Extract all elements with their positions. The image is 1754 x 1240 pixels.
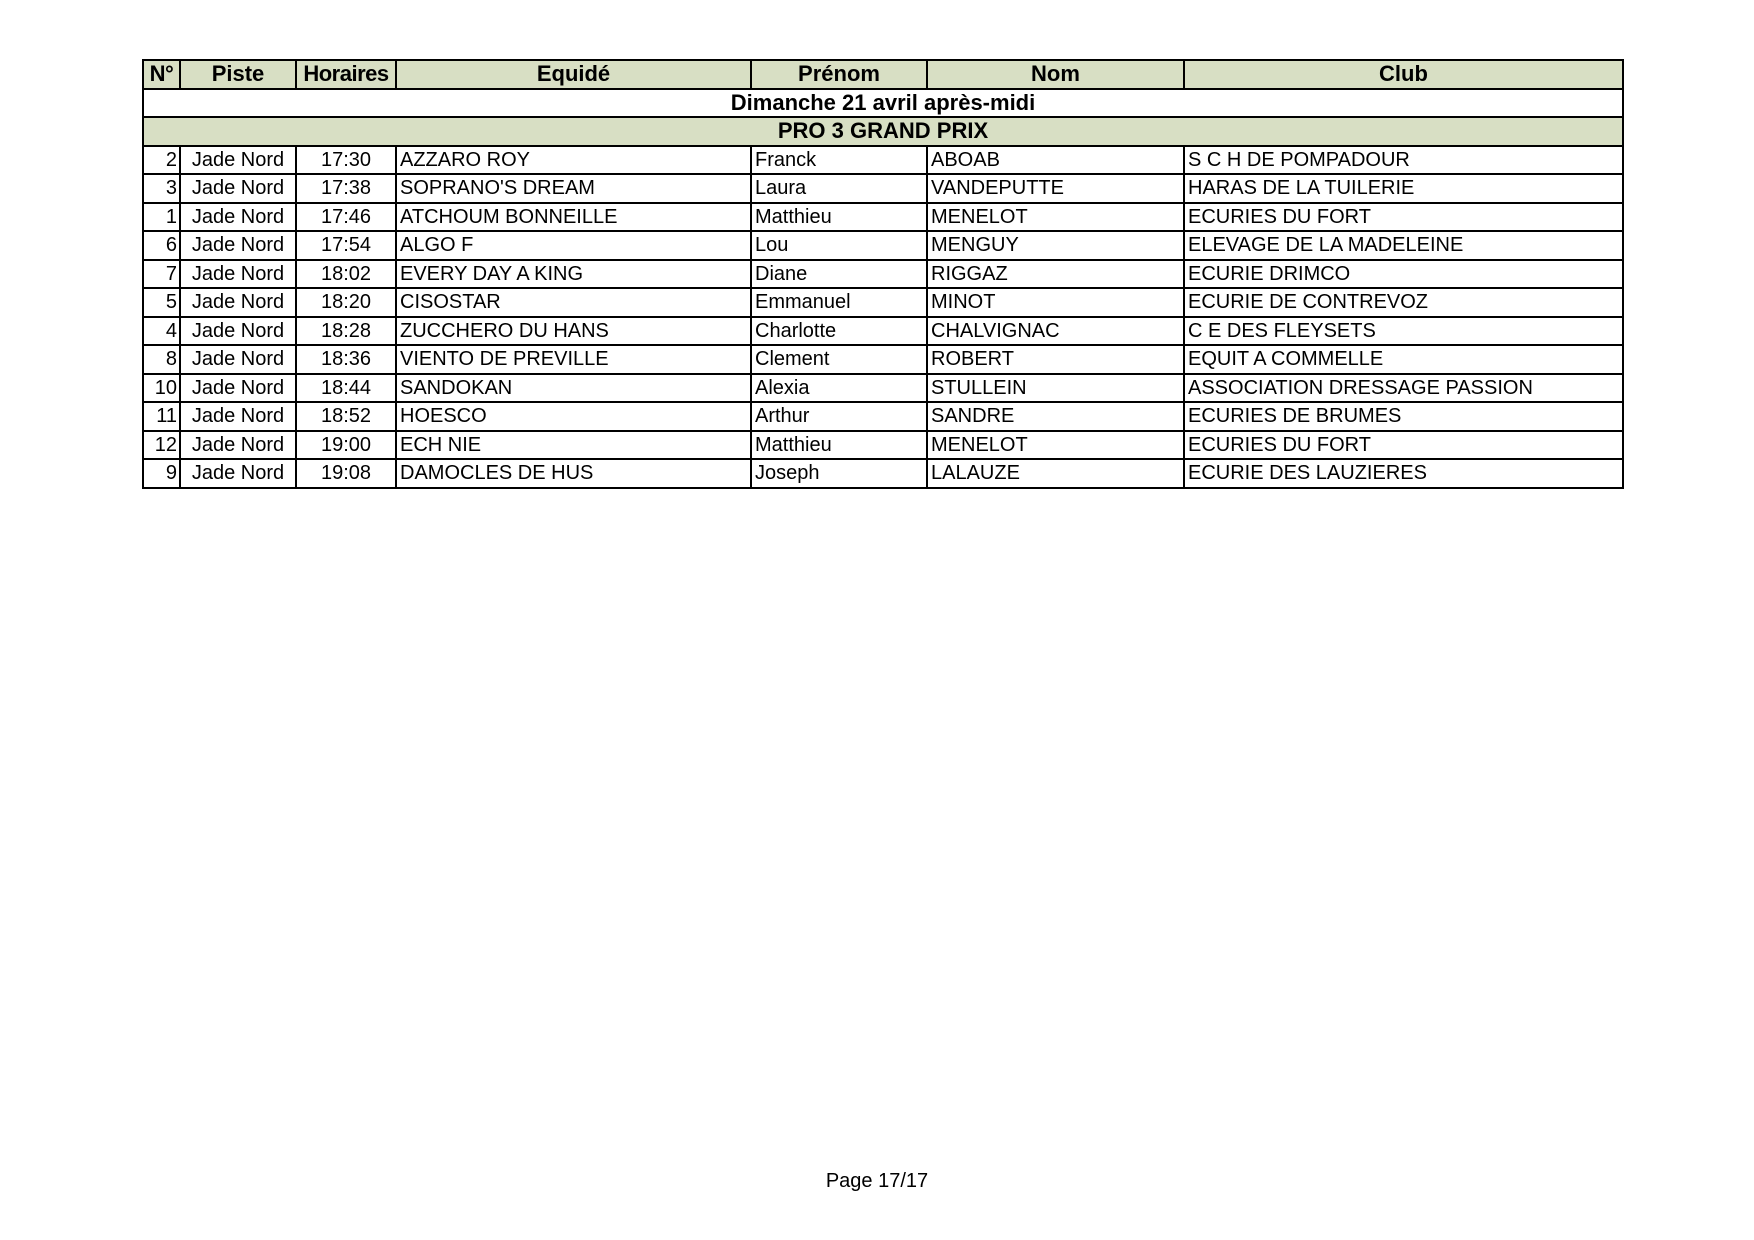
cell-first-name: Clement bbox=[751, 345, 927, 374]
cell-piste: Jade Nord bbox=[180, 402, 296, 431]
cell-first-name: Alexia bbox=[751, 374, 927, 403]
cell-num: 8 bbox=[143, 345, 180, 374]
category-label: PRO 3 GRAND PRIX bbox=[143, 117, 1623, 146]
cell-piste: Jade Nord bbox=[180, 317, 296, 346]
cell-time: 18:36 bbox=[296, 345, 396, 374]
cell-num: 11 bbox=[143, 402, 180, 431]
cell-club: ECURIES DE BRUMES bbox=[1184, 402, 1623, 431]
cell-last-name: ABOAB bbox=[927, 146, 1184, 175]
table-row bbox=[143, 431, 1623, 460]
cell-horse: ZUCCHERO DU HANS bbox=[396, 317, 751, 346]
cell-last-name: STULLEIN bbox=[927, 374, 1184, 403]
cell-last-name: CHALVIGNAC bbox=[927, 317, 1184, 346]
cell-last-name: MENGUY bbox=[927, 231, 1184, 260]
cell-time: 17:38 bbox=[296, 174, 396, 203]
cell-piste: Jade Nord bbox=[180, 374, 296, 403]
cell-horse: EVERY DAY A KING bbox=[396, 260, 751, 289]
cell-horse: AZZARO ROY bbox=[396, 146, 751, 175]
day-label: Dimanche 21 avril après-midi bbox=[143, 89, 1623, 118]
cell-time: 18:28 bbox=[296, 317, 396, 346]
cell-piste: Jade Nord bbox=[180, 203, 296, 232]
cell-last-name: VANDEPUTTE bbox=[927, 174, 1184, 203]
header-horaires: Horaires bbox=[296, 60, 396, 89]
cell-last-name: RIGGAZ bbox=[927, 260, 1184, 289]
cell-last-name: MENELOT bbox=[927, 431, 1184, 460]
header-nom: Nom bbox=[927, 60, 1184, 89]
cell-time: 19:08 bbox=[296, 459, 396, 488]
cell-time: 18:44 bbox=[296, 374, 396, 403]
cell-club: ECURIE DRIMCO bbox=[1184, 260, 1623, 289]
cell-time: 19:00 bbox=[296, 431, 396, 460]
cell-first-name: Charlotte bbox=[751, 317, 927, 346]
table-row bbox=[143, 317, 1623, 346]
cell-first-name: Diane bbox=[751, 260, 927, 289]
cell-last-name: LALAUZE bbox=[927, 459, 1184, 488]
cell-first-name: Matthieu bbox=[751, 431, 927, 460]
cell-first-name: Emmanuel bbox=[751, 288, 927, 317]
cell-club: HARAS DE LA TUILERIE bbox=[1184, 174, 1623, 203]
cell-num: 10 bbox=[143, 374, 180, 403]
cell-horse: VIENTO DE PREVILLE bbox=[396, 345, 751, 374]
cell-horse: HOESCO bbox=[396, 402, 751, 431]
cell-last-name: ROBERT bbox=[927, 345, 1184, 374]
cell-last-name: MENELOT bbox=[927, 203, 1184, 232]
table-row bbox=[143, 260, 1623, 289]
cell-club: EQUIT A COMMELLE bbox=[1184, 345, 1623, 374]
cell-first-name: Franck bbox=[751, 146, 927, 175]
cell-time: 18:02 bbox=[296, 260, 396, 289]
cell-first-name: Matthieu bbox=[751, 203, 927, 232]
cell-piste: Jade Nord bbox=[180, 459, 296, 488]
cell-horse: CISOSTAR bbox=[396, 288, 751, 317]
table-row bbox=[143, 402, 1623, 431]
page-footer: Page 17/17 bbox=[825, 1170, 929, 1192]
header-row bbox=[143, 60, 1623, 89]
table-row bbox=[143, 231, 1623, 260]
header-num: N° bbox=[143, 60, 180, 89]
table-row bbox=[143, 174, 1623, 203]
cell-time: 18:52 bbox=[296, 402, 396, 431]
cell-club: ECURIE DE CONTREVOZ bbox=[1184, 288, 1623, 317]
cell-num: 7 bbox=[143, 260, 180, 289]
table-row bbox=[143, 288, 1623, 317]
cell-num: 3 bbox=[143, 174, 180, 203]
cell-piste: Jade Nord bbox=[180, 288, 296, 317]
cell-first-name: Lou bbox=[751, 231, 927, 260]
cell-time: 17:30 bbox=[296, 146, 396, 175]
table-row bbox=[143, 459, 1623, 488]
cell-first-name: Arthur bbox=[751, 402, 927, 431]
cell-horse: SANDOKAN bbox=[396, 374, 751, 403]
header-piste: Piste bbox=[180, 60, 296, 89]
cell-num: 1 bbox=[143, 203, 180, 232]
cell-time: 17:54 bbox=[296, 231, 396, 260]
cell-club: S C H DE POMPADOUR bbox=[1184, 146, 1623, 175]
category-row bbox=[143, 117, 1623, 146]
cell-num: 12 bbox=[143, 431, 180, 460]
header-club: Club bbox=[1184, 60, 1623, 89]
cell-num: 9 bbox=[143, 459, 180, 488]
cell-first-name: Joseph bbox=[751, 459, 927, 488]
cell-piste: Jade Nord bbox=[180, 231, 296, 260]
cell-piste: Jade Nord bbox=[180, 260, 296, 289]
cell-piste: Jade Nord bbox=[180, 431, 296, 460]
start-list-table bbox=[142, 59, 1624, 489]
cell-club: ECURIE DES LAUZIERES bbox=[1184, 459, 1623, 488]
cell-club: ASSOCIATION DRESSAGE PASSION bbox=[1184, 374, 1623, 403]
cell-club: C E DES FLEYSETS bbox=[1184, 317, 1623, 346]
cell-last-name: MINOT bbox=[927, 288, 1184, 317]
cell-num: 6 bbox=[143, 231, 180, 260]
header-prenom: Prénom bbox=[751, 60, 927, 89]
cell-club: ELEVAGE DE LA MADELEINE bbox=[1184, 231, 1623, 260]
cell-num: 2 bbox=[143, 146, 180, 175]
cell-num: 4 bbox=[143, 317, 180, 346]
cell-first-name: Laura bbox=[751, 174, 927, 203]
cell-club: ECURIES DU FORT bbox=[1184, 203, 1623, 232]
cell-club: ECURIES DU FORT bbox=[1184, 431, 1623, 460]
cell-piste: Jade Nord bbox=[180, 146, 296, 175]
cell-time: 18:20 bbox=[296, 288, 396, 317]
cell-horse: DAMOCLES DE HUS bbox=[396, 459, 751, 488]
cell-piste: Jade Nord bbox=[180, 174, 296, 203]
cell-horse: ATCHOUM BONNEILLE bbox=[396, 203, 751, 232]
table-row bbox=[143, 146, 1623, 175]
cell-time: 17:46 bbox=[296, 203, 396, 232]
cell-last-name: SANDRE bbox=[927, 402, 1184, 431]
cell-horse: ALGO F bbox=[396, 231, 751, 260]
day-row bbox=[143, 89, 1623, 118]
cell-horse: SOPRANO'S DREAM bbox=[396, 174, 751, 203]
table-row bbox=[143, 345, 1623, 374]
table-row bbox=[143, 203, 1623, 232]
header-equide: Equidé bbox=[396, 60, 751, 89]
cell-horse: ECH NIE bbox=[396, 431, 751, 460]
cell-piste: Jade Nord bbox=[180, 345, 296, 374]
cell-num: 5 bbox=[143, 288, 180, 317]
table-row bbox=[143, 374, 1623, 403]
